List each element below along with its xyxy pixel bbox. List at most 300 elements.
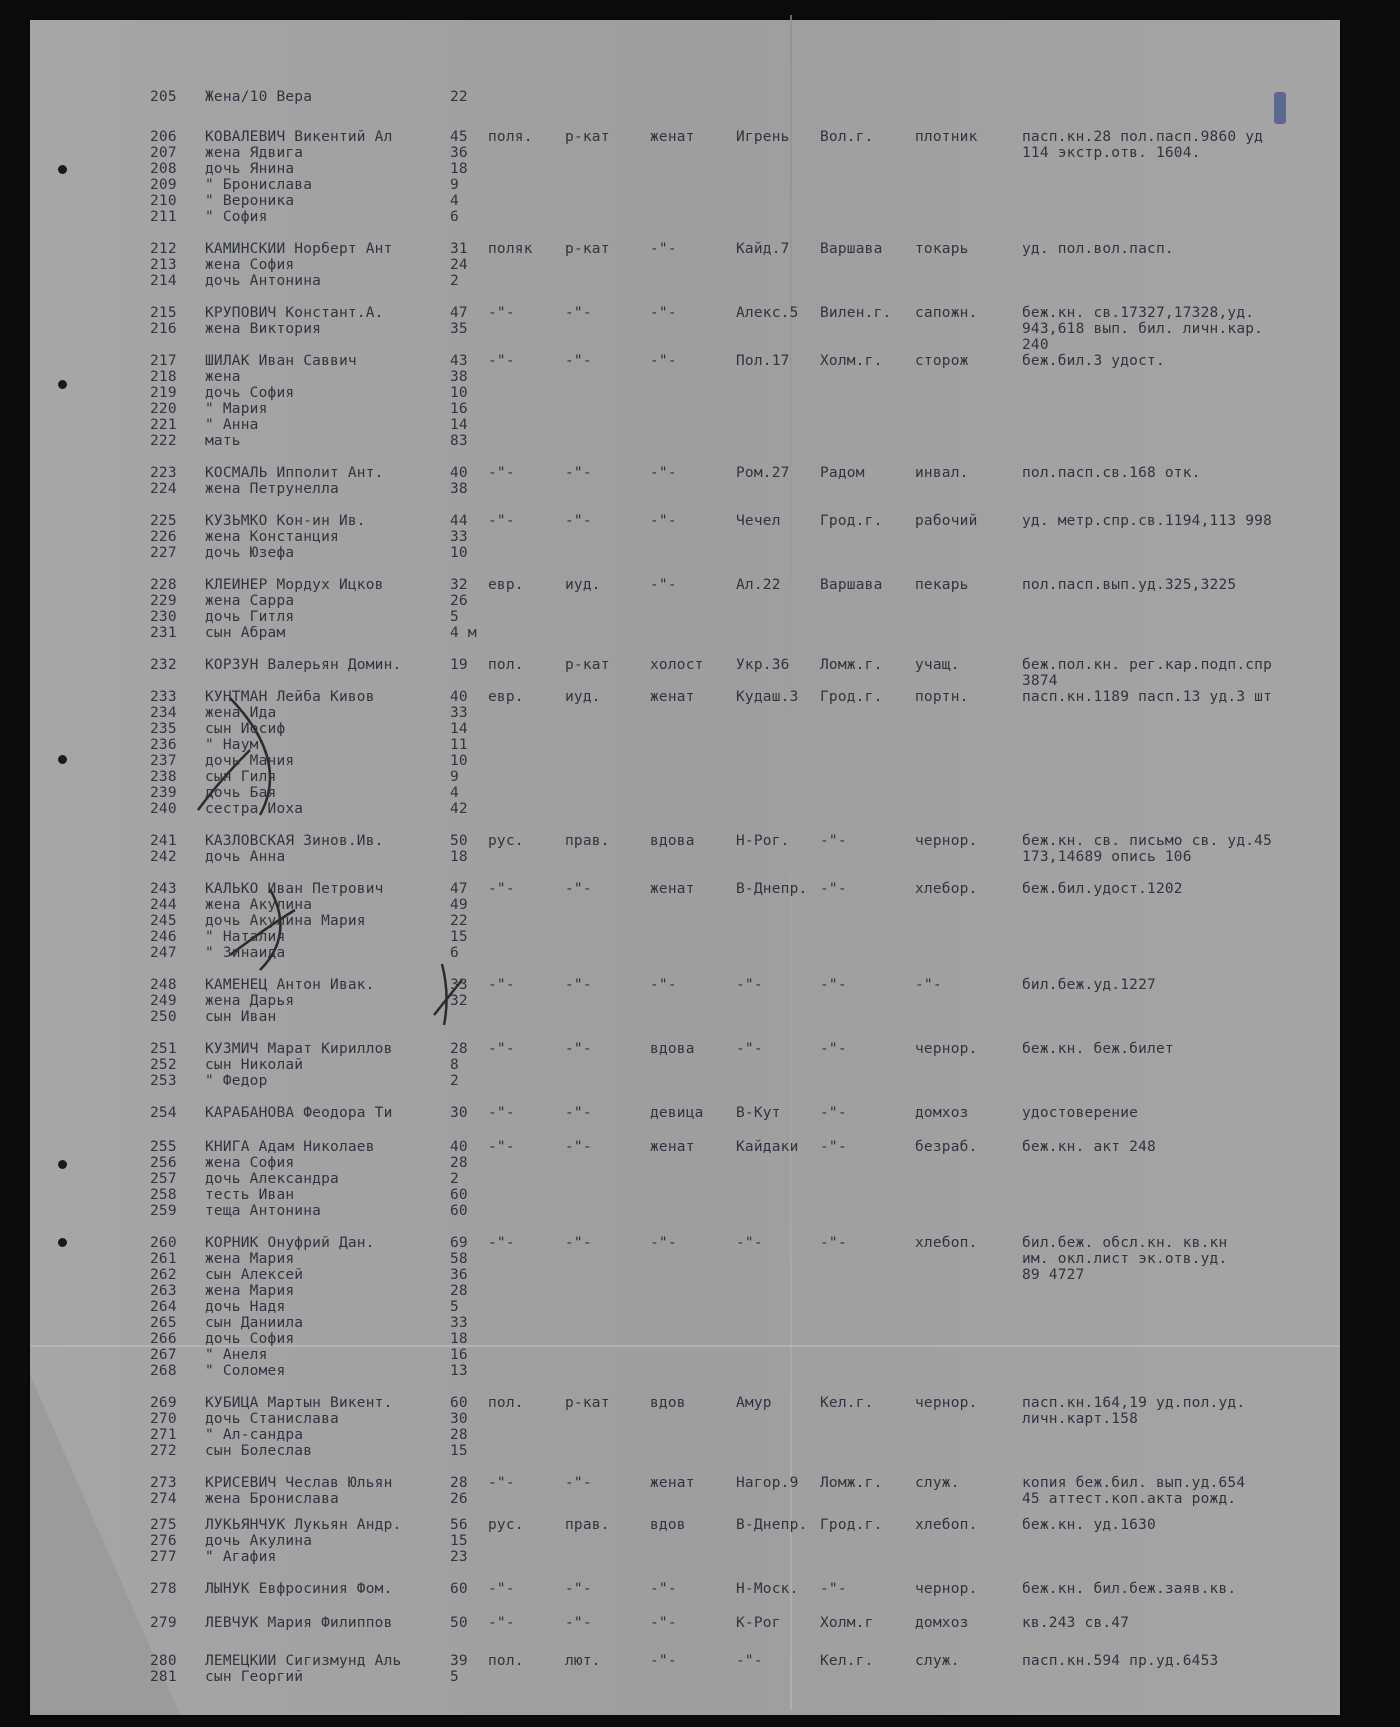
nationality: поляк bbox=[488, 241, 533, 257]
documents: 89 4727 bbox=[1022, 1267, 1085, 1283]
nationality: -"- bbox=[488, 1581, 515, 1597]
age: 40 bbox=[450, 689, 468, 705]
row-number: 237 bbox=[150, 753, 177, 769]
age: 9 bbox=[450, 769, 459, 785]
table-row bbox=[0, 354, 1400, 369]
row-number: 266 bbox=[150, 1331, 177, 1347]
nationality: -"- bbox=[488, 977, 515, 993]
person-name: КАРАБАНОВА Феодора Ти bbox=[205, 1106, 393, 1121]
table-row bbox=[0, 1042, 1400, 1057]
nationality: рус. bbox=[488, 1517, 524, 1533]
person-name: мать bbox=[205, 434, 241, 449]
person-name: жена София bbox=[205, 1156, 295, 1171]
documents: уд. пол.вол.пасп. bbox=[1022, 241, 1174, 257]
table-row bbox=[0, 658, 1400, 673]
family-status: -"- bbox=[650, 305, 677, 321]
address: К-Рог bbox=[736, 1615, 781, 1631]
table-row bbox=[0, 1300, 1400, 1315]
occupation: сторож bbox=[915, 353, 969, 369]
documents: беж.кн. уд.1630 bbox=[1022, 1517, 1156, 1533]
row-number: 217 bbox=[150, 353, 177, 369]
documents: 45 аттест.коп.акта рожд. bbox=[1022, 1491, 1237, 1507]
table-row bbox=[0, 514, 1400, 529]
table-row bbox=[0, 578, 1400, 593]
table-row bbox=[0, 466, 1400, 481]
religion: -"- bbox=[565, 1041, 592, 1057]
nationality: -"- bbox=[488, 465, 515, 481]
occupation: плотник bbox=[915, 129, 978, 145]
person-name: КУБИЦА Мартын Викент. bbox=[205, 1396, 393, 1411]
person-name: сын Иван bbox=[205, 1010, 277, 1025]
table-row bbox=[0, 482, 1400, 497]
row-number: 216 bbox=[150, 321, 177, 337]
place-of-origin: -"- bbox=[820, 1139, 847, 1155]
address: Ал.22 bbox=[736, 577, 781, 593]
age: 28 bbox=[450, 1427, 468, 1443]
row-number: 247 bbox=[150, 945, 177, 961]
table-row bbox=[0, 690, 1400, 705]
table-row bbox=[0, 530, 1400, 545]
address: Чечел bbox=[736, 513, 781, 529]
age: 39 bbox=[450, 1653, 468, 1669]
family-status: вдов bbox=[650, 1395, 686, 1411]
person-name: теща Антонина bbox=[205, 1204, 322, 1219]
row-number: 211 bbox=[150, 209, 177, 225]
person-name: дочь Станислава bbox=[205, 1412, 339, 1427]
person-name: дочь Юзефа bbox=[205, 546, 295, 561]
row-number: 246 bbox=[150, 929, 177, 945]
row-number: 206 bbox=[150, 129, 177, 145]
row-number: 268 bbox=[150, 1363, 177, 1379]
row-number: 277 bbox=[150, 1549, 177, 1565]
row-number: 250 bbox=[150, 1009, 177, 1025]
person-name: " Анна bbox=[205, 418, 259, 433]
age: 5 bbox=[450, 1669, 459, 1685]
place-of-origin: Ломж.г. bbox=[820, 657, 883, 673]
table-row bbox=[0, 1236, 1400, 1251]
table-row bbox=[0, 162, 1400, 177]
nationality: -"- bbox=[488, 353, 515, 369]
row-number: 236 bbox=[150, 737, 177, 753]
age: 22 bbox=[450, 89, 468, 105]
nationality: -"- bbox=[488, 305, 515, 321]
age: 16 bbox=[450, 1347, 468, 1363]
row-number: 218 bbox=[150, 369, 177, 385]
nationality: -"- bbox=[488, 1615, 515, 1631]
row-number: 281 bbox=[150, 1669, 177, 1685]
documents: личн.карт.158 bbox=[1022, 1411, 1139, 1427]
age: 83 bbox=[450, 433, 468, 449]
row-number: 255 bbox=[150, 1139, 177, 1155]
row-number: 223 bbox=[150, 465, 177, 481]
table-row bbox=[0, 130, 1400, 145]
person-name: дочь Надя bbox=[205, 1300, 286, 1315]
documents: 240 bbox=[1022, 337, 1049, 353]
table-row bbox=[0, 674, 1400, 689]
occupation: инвал. bbox=[915, 465, 969, 481]
religion: -"- bbox=[565, 1581, 592, 1597]
row-number: 278 bbox=[150, 1581, 177, 1597]
documents: беж.бил.удост.1202 bbox=[1022, 881, 1183, 897]
person-name: жена София bbox=[205, 258, 295, 273]
family-status: вдова bbox=[650, 833, 695, 849]
table-row bbox=[0, 306, 1400, 321]
table-row bbox=[0, 1582, 1400, 1597]
table-row bbox=[0, 1550, 1400, 1565]
person-name: " Зинаида bbox=[205, 946, 286, 961]
documents: им. окл.лист эк.отв.уд. bbox=[1022, 1251, 1228, 1267]
table-row bbox=[0, 1172, 1400, 1187]
religion: р-кат bbox=[565, 129, 610, 145]
row-number: 256 bbox=[150, 1155, 177, 1171]
occupation: сапожн. bbox=[915, 305, 978, 321]
row-number: 214 bbox=[150, 273, 177, 289]
age: 30 bbox=[450, 1411, 468, 1427]
table-row bbox=[0, 914, 1400, 929]
address: Нагор.9 bbox=[736, 1475, 799, 1491]
place-of-origin: -"- bbox=[820, 1581, 847, 1597]
address: Н-Рог. bbox=[736, 833, 790, 849]
religion: прав. bbox=[565, 833, 610, 849]
place-of-origin: -"- bbox=[820, 1041, 847, 1057]
nationality: евр. bbox=[488, 689, 524, 705]
row-number: 254 bbox=[150, 1105, 177, 1121]
family-status: -"- bbox=[650, 353, 677, 369]
table-row bbox=[0, 610, 1400, 625]
row-number: 280 bbox=[150, 1653, 177, 1669]
person-name: сестра Иоха bbox=[205, 802, 304, 817]
person-name: КУЗЬМКО Кон-ин Ив. bbox=[205, 514, 366, 529]
row-number: 273 bbox=[150, 1475, 177, 1491]
table-row bbox=[0, 418, 1400, 433]
row-number: 238 bbox=[150, 769, 177, 785]
documents: беж.кн. бил.беж.заяв.кв. bbox=[1022, 1581, 1237, 1597]
documents: 943,618 вып. бил. личн.кар. bbox=[1022, 321, 1264, 337]
nationality: -"- bbox=[488, 1105, 515, 1121]
row-number: 264 bbox=[150, 1299, 177, 1315]
age: 47 bbox=[450, 881, 468, 897]
person-name: " Агафия bbox=[205, 1550, 277, 1565]
table-row bbox=[0, 1364, 1400, 1379]
table-row bbox=[0, 146, 1400, 161]
occupation: чернор. bbox=[915, 1395, 978, 1411]
occupation: домхоз bbox=[915, 1105, 969, 1121]
nationality: -"- bbox=[488, 1041, 515, 1057]
table-row bbox=[0, 1396, 1400, 1411]
person-name: жена bbox=[205, 370, 241, 385]
age: 6 bbox=[450, 945, 459, 961]
table-row bbox=[0, 770, 1400, 785]
row-number: 221 bbox=[150, 417, 177, 433]
person-name: сын Николай bbox=[205, 1058, 304, 1073]
address: Амур bbox=[736, 1395, 772, 1411]
age: 36 bbox=[450, 145, 468, 161]
documents: уд. метр.спр.св.1194,113 998 bbox=[1022, 513, 1273, 529]
age: 36 bbox=[450, 1267, 468, 1283]
person-name: " Мария bbox=[205, 402, 268, 417]
age: 13 bbox=[450, 1363, 468, 1379]
row-number: 208 bbox=[150, 161, 177, 177]
person-name: дочь Бая bbox=[205, 786, 277, 801]
family-status: холост bbox=[650, 657, 704, 673]
table-row bbox=[0, 834, 1400, 849]
family-status: женат bbox=[650, 689, 695, 705]
person-name: ЛЕМЕЦКИЙ Сигизмунд Аль bbox=[205, 1654, 402, 1669]
person-name: дочь Александра bbox=[205, 1172, 339, 1187]
table-row bbox=[0, 1252, 1400, 1267]
family-status: девица bbox=[650, 1105, 704, 1121]
age: 28 bbox=[450, 1283, 468, 1299]
documents: кв.243 св.47 bbox=[1022, 1615, 1130, 1631]
age: 11 bbox=[450, 737, 468, 753]
address: Укр.36 bbox=[736, 657, 790, 673]
table-row bbox=[0, 338, 1400, 353]
place-of-origin: -"- bbox=[820, 1105, 847, 1121]
documents: пол.пасп.св.168 отк. bbox=[1022, 465, 1201, 481]
place-of-origin: Грод.г. bbox=[820, 513, 883, 529]
row-number: 209 bbox=[150, 177, 177, 193]
documents: пасп.кн.1189 пасп.13 уд.3 шт bbox=[1022, 689, 1273, 705]
age: 28 bbox=[450, 1475, 468, 1491]
row-number: 249 bbox=[150, 993, 177, 1009]
age: 5 bbox=[450, 609, 459, 625]
table-row bbox=[0, 90, 1400, 105]
table-row bbox=[0, 1518, 1400, 1533]
age: 50 bbox=[450, 1615, 468, 1631]
age: 15 bbox=[450, 1443, 468, 1459]
table-row bbox=[0, 402, 1400, 417]
row-number: 270 bbox=[150, 1411, 177, 1427]
age: 44 bbox=[450, 513, 468, 529]
age: 33 bbox=[450, 1315, 468, 1331]
table-row bbox=[0, 626, 1400, 641]
row-number: 220 bbox=[150, 401, 177, 417]
family-status: -"- bbox=[650, 465, 677, 481]
row-number: 205 bbox=[150, 89, 177, 105]
person-name: КОРЗУН Валерьян Домин. bbox=[205, 658, 402, 673]
place-of-origin: -"- bbox=[820, 1235, 847, 1251]
religion: иуд. bbox=[565, 577, 601, 593]
person-name: " Вероника bbox=[205, 194, 295, 209]
table-row bbox=[0, 210, 1400, 225]
age: 33 bbox=[450, 529, 468, 545]
documents: беж.кн. св. письмо св. уд.45 bbox=[1022, 833, 1273, 849]
person-name: сын Иосиф bbox=[205, 722, 286, 737]
person-name: дочь София bbox=[205, 386, 295, 401]
place-of-origin: Кел.г. bbox=[820, 1395, 874, 1411]
family-status: женат bbox=[650, 1139, 695, 1155]
row-number: 213 bbox=[150, 257, 177, 273]
person-name: КОРНИК Онуфрий Дан. bbox=[205, 1236, 375, 1251]
table-row bbox=[0, 706, 1400, 721]
family-status: -"- bbox=[650, 513, 677, 529]
table-row bbox=[0, 994, 1400, 1009]
address: Кудаш.3 bbox=[736, 689, 799, 705]
age: 26 bbox=[450, 593, 468, 609]
row-number: 257 bbox=[150, 1171, 177, 1187]
age: 33 bbox=[450, 977, 468, 993]
occupation: служ. bbox=[915, 1653, 960, 1669]
person-name: дочь Анна bbox=[205, 850, 286, 865]
age: 45 bbox=[450, 129, 468, 145]
address: Пол.17 bbox=[736, 353, 790, 369]
religion: иуд. bbox=[565, 689, 601, 705]
nationality: евр. bbox=[488, 577, 524, 593]
religion: -"- bbox=[565, 513, 592, 529]
row-number: 230 bbox=[150, 609, 177, 625]
person-name: дочь Янина bbox=[205, 162, 295, 177]
row-number: 253 bbox=[150, 1073, 177, 1089]
nationality: -"- bbox=[488, 513, 515, 529]
religion: лют. bbox=[565, 1653, 601, 1669]
person-name: Жена/10 Вера bbox=[205, 90, 313, 105]
person-name: сын Гиля bbox=[205, 770, 277, 785]
family-status: вдова bbox=[650, 1041, 695, 1057]
address: -"- bbox=[736, 1653, 763, 1669]
age: 49 bbox=[450, 897, 468, 913]
nationality: -"- bbox=[488, 1139, 515, 1155]
family-status: -"- bbox=[650, 1615, 677, 1631]
table-row bbox=[0, 1476, 1400, 1491]
documents: пол.пасп.вып.уд.325,3225 bbox=[1022, 577, 1237, 593]
row-number: 243 bbox=[150, 881, 177, 897]
religion: -"- bbox=[565, 1235, 592, 1251]
religion: -"- bbox=[565, 1105, 592, 1121]
person-name: тесть Иван bbox=[205, 1188, 295, 1203]
row-number: 239 bbox=[150, 785, 177, 801]
address: Кайд.7 bbox=[736, 241, 790, 257]
age: 2 bbox=[450, 1073, 459, 1089]
person-name: " Соломея bbox=[205, 1364, 286, 1379]
table-row bbox=[0, 178, 1400, 193]
nationality: -"- bbox=[488, 881, 515, 897]
table-row bbox=[0, 1204, 1400, 1219]
row-number: 258 bbox=[150, 1187, 177, 1203]
age: 60 bbox=[450, 1581, 468, 1597]
place-of-origin: Вол.г. bbox=[820, 129, 874, 145]
person-name: " Анеля bbox=[205, 1348, 268, 1363]
table-row bbox=[0, 322, 1400, 337]
row-number: 259 bbox=[150, 1203, 177, 1219]
table-row bbox=[0, 370, 1400, 385]
age: 14 bbox=[450, 721, 468, 737]
address: В-Днепр. bbox=[736, 1517, 808, 1533]
family-status: -"- bbox=[650, 1653, 677, 1669]
documents: беж.бил.3 удост. bbox=[1022, 353, 1165, 369]
age: 30 bbox=[450, 1105, 468, 1121]
table-row bbox=[0, 850, 1400, 865]
person-name: КАЗЛОВСКАЯ Зинов.Ив. bbox=[205, 834, 384, 849]
occupation: чернор. bbox=[915, 1041, 978, 1057]
religion: -"- bbox=[565, 1139, 592, 1155]
family-status: вдов bbox=[650, 1517, 686, 1533]
family-status: -"- bbox=[650, 577, 677, 593]
person-name: ЛЕВЧУК Мария Филиппов bbox=[205, 1616, 393, 1631]
row-number: 240 bbox=[150, 801, 177, 817]
table-row bbox=[0, 930, 1400, 945]
age: 9 bbox=[450, 177, 459, 193]
place-of-origin: Радом bbox=[820, 465, 865, 481]
table-row bbox=[0, 1492, 1400, 1507]
table-row bbox=[0, 386, 1400, 401]
row-number: 279 bbox=[150, 1615, 177, 1631]
row-number: 227 bbox=[150, 545, 177, 561]
age: 60 bbox=[450, 1395, 468, 1411]
age: 2 bbox=[450, 273, 459, 289]
address: -"- bbox=[736, 1235, 763, 1251]
table-row bbox=[0, 1284, 1400, 1299]
place-of-origin: Грод.г. bbox=[820, 689, 883, 705]
age: 38 bbox=[450, 481, 468, 497]
person-name: КУНТМАН Лейба Кивов bbox=[205, 690, 375, 705]
row-number: 231 bbox=[150, 625, 177, 641]
occupation: безраб. bbox=[915, 1139, 978, 1155]
documents: бил.беж. обсл.кн. кв.кн bbox=[1022, 1235, 1228, 1251]
religion: р-кат bbox=[565, 241, 610, 257]
person-name: дочь Антонина bbox=[205, 274, 322, 289]
age: 26 bbox=[450, 1491, 468, 1507]
occupation: чернор. bbox=[915, 1581, 978, 1597]
religion: -"- bbox=[565, 1475, 592, 1491]
row-number: 267 bbox=[150, 1347, 177, 1363]
age: 31 bbox=[450, 241, 468, 257]
row-number: 260 bbox=[150, 1235, 177, 1251]
table-row bbox=[0, 738, 1400, 753]
table-row bbox=[0, 1106, 1400, 1121]
table-row bbox=[0, 1534, 1400, 1549]
documents: удостоверение bbox=[1022, 1105, 1139, 1121]
religion: -"- bbox=[565, 465, 592, 481]
occupation: чернор. bbox=[915, 833, 978, 849]
documents: беж.кн. беж.билет bbox=[1022, 1041, 1174, 1057]
age: 40 bbox=[450, 465, 468, 481]
age: 38 bbox=[450, 369, 468, 385]
row-number: 262 bbox=[150, 1267, 177, 1283]
row-number: 235 bbox=[150, 721, 177, 737]
address: -"- bbox=[736, 977, 763, 993]
table-row bbox=[0, 978, 1400, 993]
row-number: 232 bbox=[150, 657, 177, 673]
occupation: рабочий bbox=[915, 513, 978, 529]
person-name: КРИСЕВИЧ Чеслав Юльян bbox=[205, 1476, 393, 1491]
row-number: 245 bbox=[150, 913, 177, 929]
row-number: 219 bbox=[150, 385, 177, 401]
family-status: -"- bbox=[650, 241, 677, 257]
person-name: КРУПОВИЧ Констант.А. bbox=[205, 306, 384, 321]
age: 40 bbox=[450, 1139, 468, 1155]
documents: беж.кн. св.17327,17328,уд. bbox=[1022, 305, 1255, 321]
documents: пасп.кн.164,19 уд.пол.уд. bbox=[1022, 1395, 1246, 1411]
table-row bbox=[0, 194, 1400, 209]
family-status: -"- bbox=[650, 977, 677, 993]
person-name: КАМИНСКИЙ Норберт Ант bbox=[205, 242, 393, 257]
table-row bbox=[0, 946, 1400, 961]
person-name: КЛЕЙНЕР Мордух Ицков bbox=[205, 578, 384, 593]
documents: пасп.кн.594 пр.уд.6453 bbox=[1022, 1653, 1219, 1669]
row-number: 234 bbox=[150, 705, 177, 721]
table-row bbox=[0, 1616, 1400, 1631]
religion: -"- bbox=[565, 305, 592, 321]
table-row bbox=[0, 1156, 1400, 1171]
age: 8 bbox=[450, 1057, 459, 1073]
occupation: служ. bbox=[915, 1475, 960, 1491]
documents: бил.беж.уд.1227 bbox=[1022, 977, 1156, 993]
religion: -"- bbox=[565, 977, 592, 993]
religion: прав. bbox=[565, 1517, 610, 1533]
documents: копия беж.бил. вып.уд.654 bbox=[1022, 1475, 1246, 1491]
religion: р-кат bbox=[565, 1395, 610, 1411]
row-number: 215 bbox=[150, 305, 177, 321]
